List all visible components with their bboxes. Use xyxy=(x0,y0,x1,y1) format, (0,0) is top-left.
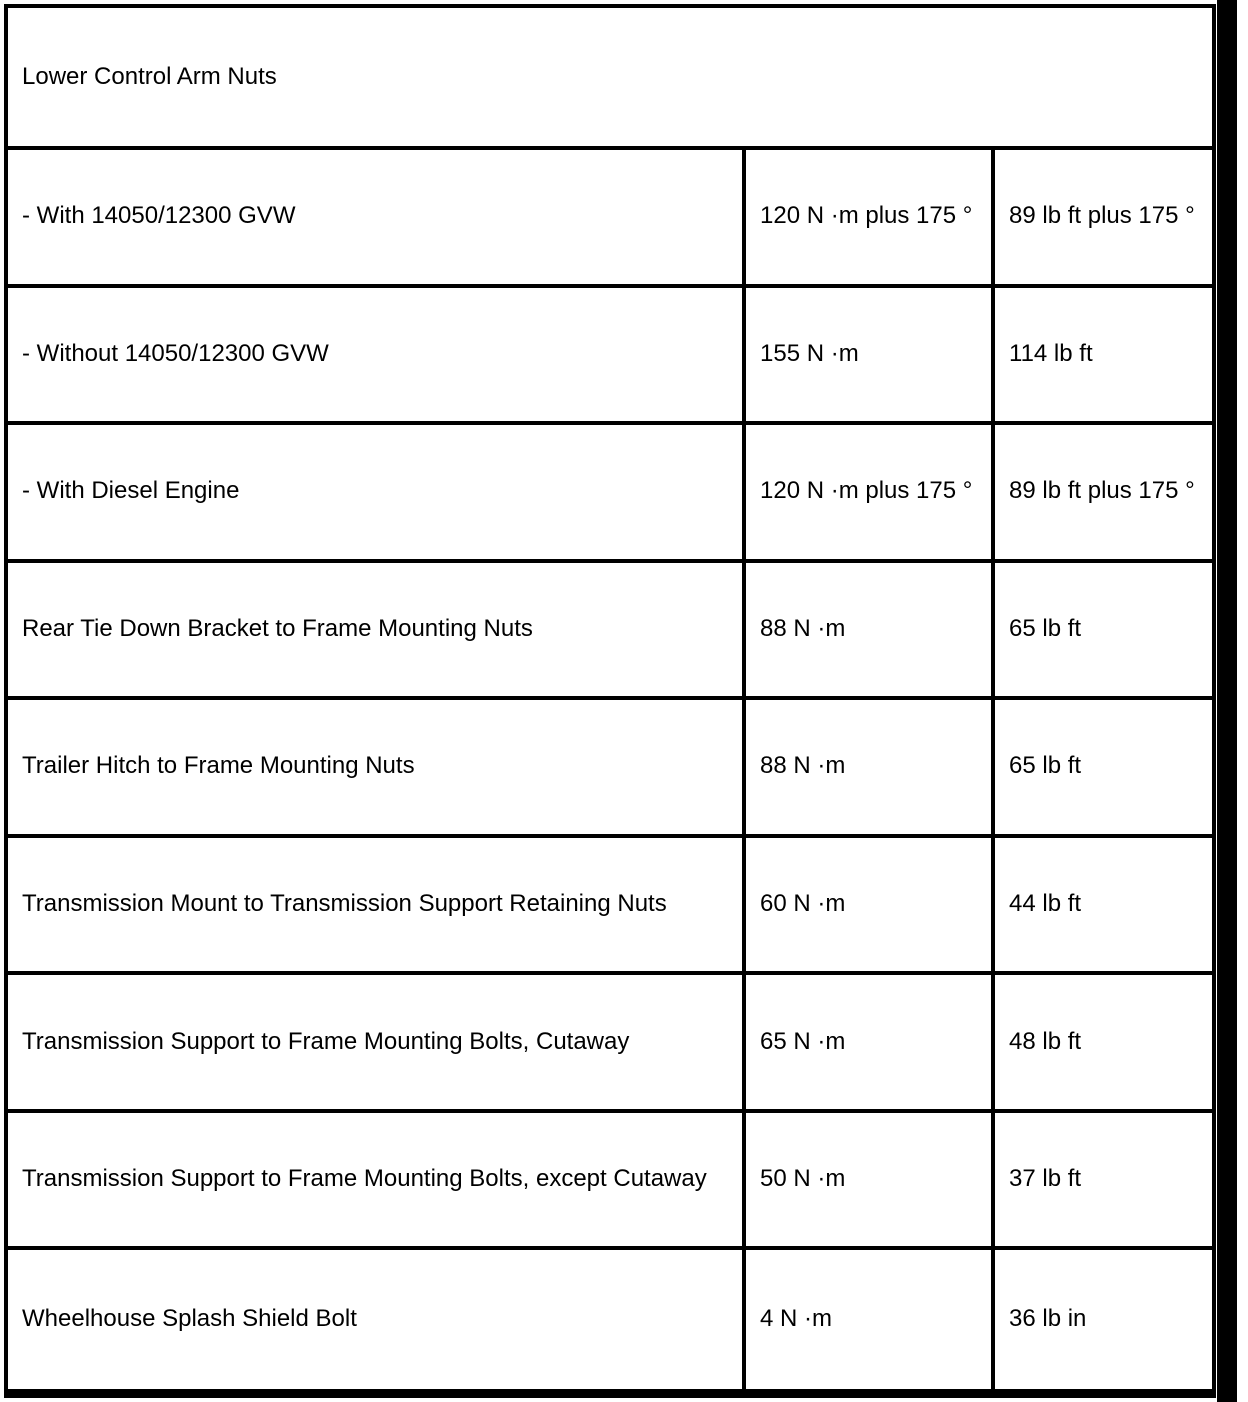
table-section-header: Lower Control Arm Nuts xyxy=(6,6,1214,148)
metric-torque-cell: 50 N ·m xyxy=(744,1111,993,1249)
imperial-torque-cell: 44 lb ft xyxy=(993,836,1214,974)
fastener-label-cell: - With 14050/12300 GVW xyxy=(6,148,744,286)
fastener-label-cell: Transmission Support to Frame Mounting Bolts, Cutaway xyxy=(6,973,744,1111)
fastener-label-cell: - With Diesel Engine xyxy=(6,423,744,561)
table-row xyxy=(6,698,1214,836)
imperial-torque-cell: 114 lb ft xyxy=(993,286,1214,424)
metric-torque-cell: 155 N ·m xyxy=(744,286,993,424)
metric-torque-cell: 88 N ·m xyxy=(744,698,993,836)
imperial-torque-cell: 89 lb ft plus 175 ° xyxy=(993,423,1214,561)
table-row xyxy=(6,6,1214,148)
table-row xyxy=(6,561,1214,699)
table-row xyxy=(6,423,1214,561)
fastener-label-cell: Rear Tie Down Bracket to Frame Mounting Nuts xyxy=(6,561,744,699)
scanner-edge-artifact-bar xyxy=(1217,0,1237,1402)
imperial-torque-cell: 48 lb ft xyxy=(993,973,1214,1111)
table-row xyxy=(6,1248,1214,1393)
imperial-torque-cell: 37 lb ft xyxy=(993,1111,1214,1249)
table-row xyxy=(6,836,1214,974)
fastener-label-cell: Transmission Support to Frame Mounting Bolts, except Cutaway xyxy=(6,1111,744,1249)
imperial-torque-cell: 65 lb ft xyxy=(993,698,1214,836)
fastener-label-cell: Trailer Hitch to Frame Mounting Nuts xyxy=(6,698,744,836)
table-row xyxy=(6,286,1214,424)
metric-torque-cell: 4 N ·m xyxy=(744,1248,993,1393)
imperial-torque-cell: 89 lb ft plus 175 ° xyxy=(993,148,1214,286)
table-row xyxy=(6,973,1214,1111)
metric-torque-cell: 88 N ·m xyxy=(744,561,993,699)
metric-torque-cell: 65 N ·m xyxy=(744,973,993,1111)
table-row xyxy=(6,148,1214,286)
imperial-torque-cell: 36 lb in xyxy=(993,1248,1214,1393)
metric-torque-cell: 120 N ·m plus 175 ° xyxy=(744,423,993,561)
metric-torque-cell: 120 N ·m plus 175 ° xyxy=(744,148,993,286)
imperial-torque-cell: 65 lb ft xyxy=(993,561,1214,699)
metric-torque-cell: 60 N ·m xyxy=(744,836,993,974)
torque-spec-table xyxy=(4,4,1216,1398)
fastener-label-cell: Wheelhouse Splash Shield Bolt xyxy=(6,1248,744,1393)
fastener-label-cell: Transmission Mount to Transmission Support Retaining Nuts xyxy=(6,836,744,974)
fastener-label-cell: - Without 14050/12300 GVW xyxy=(6,286,744,424)
table-row xyxy=(6,1111,1214,1249)
